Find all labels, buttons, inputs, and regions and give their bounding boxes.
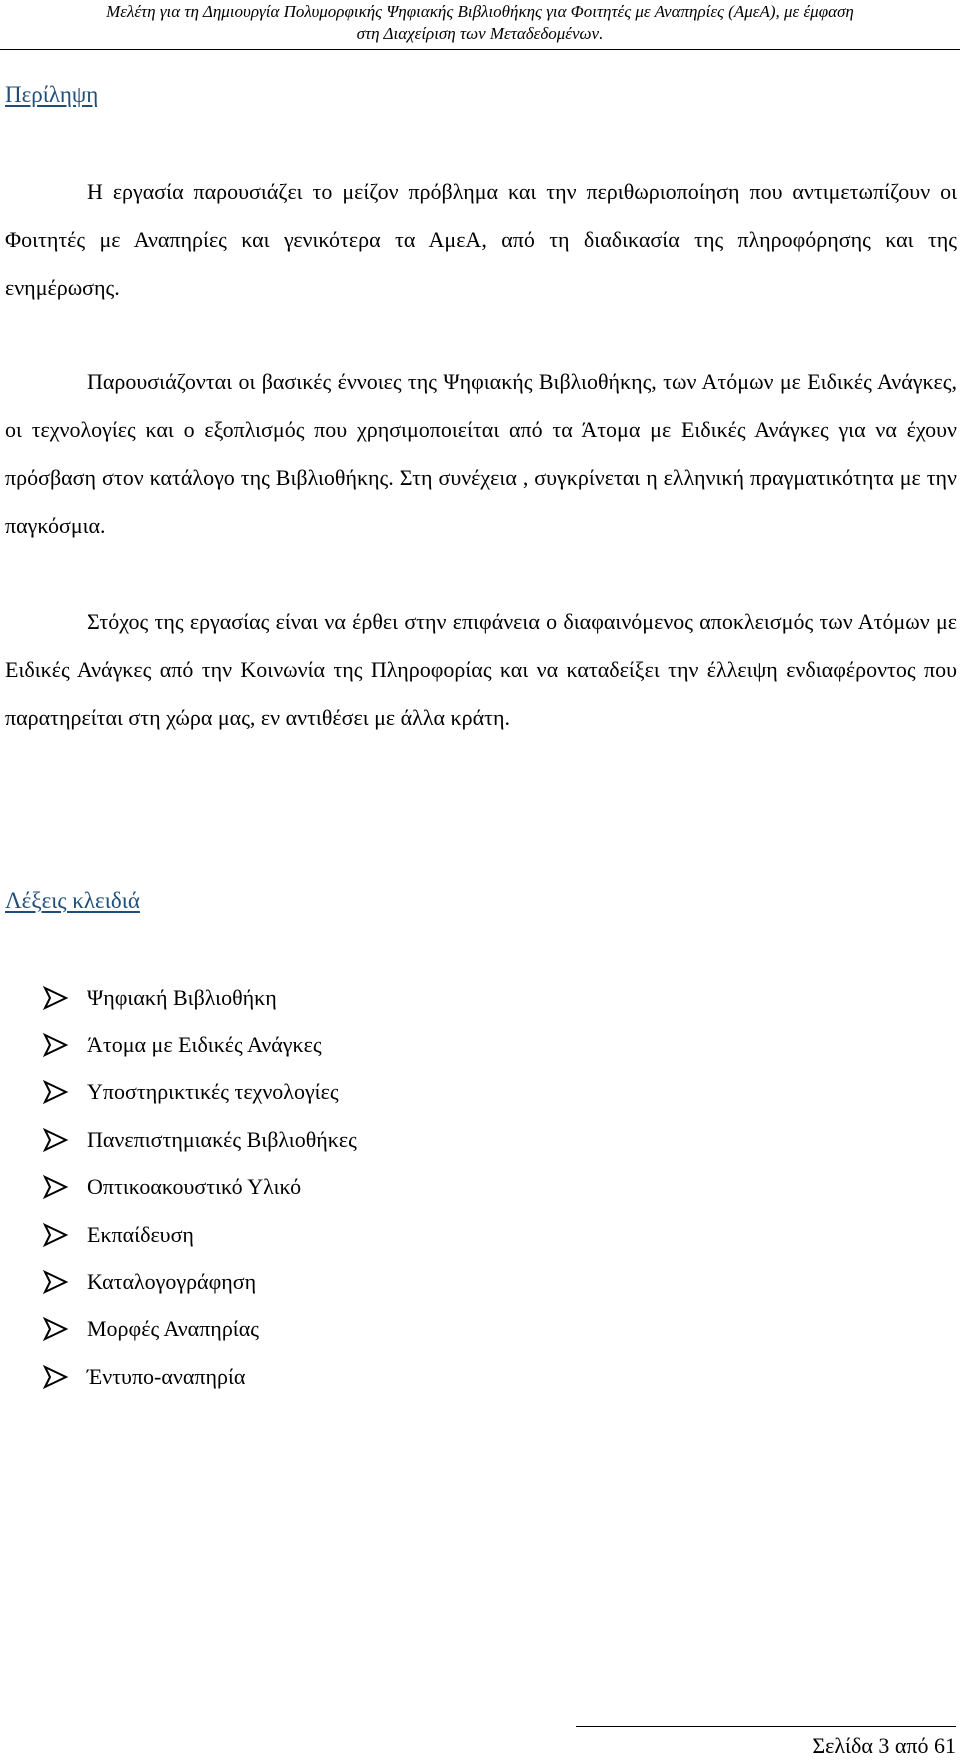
- header-line-2: στη Διαχείριση των Μεταδεδομένων.: [356, 24, 604, 43]
- arrowhead-bullet-icon: [40, 1220, 70, 1250]
- keyword-item: [0, 974, 357, 1021]
- keyword-item: [0, 1021, 357, 1068]
- arrowhead-bullet-icon: [40, 1172, 70, 1202]
- keyword-label: Έντυπο-αναπηρία: [87, 1363, 246, 1389]
- keyword-item: [0, 1258, 357, 1305]
- keyword-label: Μορφές Αναπηρίας: [87, 1316, 259, 1342]
- keyword-item: [0, 1069, 357, 1116]
- keyword-label: Ψηφιακή Βιβλιοθήκη: [87, 984, 277, 1010]
- header-line-1: Μελέτη για τη Δημιουργία Πολυμορφικής Ψηφιακής Βιβλιοθήκης για Φοιτητές με Αναπηρίες (ΑμεΑ), με έμφαση: [106, 2, 854, 21]
- arrowhead-bullet-icon: [40, 1267, 70, 1297]
- summary-paragraph-3: Στόχος της εργασίας είναι να έρθει στην επιφάνεια ο διαφαινόμενος αποκλεισμός των Ατόμων με Ειδικές Ανάγκες από την Κοινωνία της Πληροφορίας και να καταδείξει την έλλειψη ενδιαφέροντος που παρατηρείται στη χώρα μας, εν αντιθέσει με άλλα κράτη.: [5, 609, 957, 730]
- summary-paragraph-2: Παρουσιάζονται οι βασικές έννοιες της Ψηφιακής Βιβλιοθήκης, των Ατόμων με Ειδικές Ανάγκες, οι τεχνολογίες και ο εξοπλισμός που χρησιμοποιείται από τα Άτομα με Ειδικές Ανάγκες για να έχουν πρόσβαση στον κατάλογο της Βιβλιοθήκης. Στη συνέχεια , συγκρίνεται η ελληνική πραγματικότητα με την παγκόσμια.: [5, 369, 957, 538]
- keyword-item: [0, 1164, 357, 1211]
- keyword-item: [0, 1353, 357, 1400]
- keyword-list: [0, 974, 357, 1401]
- page-footer: [576, 1726, 956, 1761]
- keyword-label: Υποστηρικτικές τεχνολογίες: [87, 1079, 339, 1105]
- arrowhead-bullet-icon: [40, 1362, 70, 1392]
- keyword-label: Εκπαίδευση: [87, 1221, 194, 1247]
- running-header: [0, 0, 960, 50]
- keyword-label: Άτομα με Ειδικές Ανάγκες: [87, 1032, 322, 1058]
- keyword-label: Οπτικοακουστικό Υλικό: [87, 1174, 302, 1200]
- summary-heading[interactable]: Περίληψη: [5, 82, 99, 107]
- arrowhead-bullet-icon: [40, 1077, 70, 1107]
- keyword-label: Πανεπιστημιακές Βιβλιοθήκες: [87, 1126, 357, 1152]
- arrowhead-bullet-icon: [40, 1125, 70, 1155]
- arrowhead-bullet-icon: [40, 1314, 70, 1344]
- arrowhead-bullet-icon: [40, 983, 70, 1013]
- page-number: Σελίδα 3 από 61: [812, 1733, 956, 1758]
- keyword-item: [0, 1116, 357, 1163]
- keyword-label: Καταλογογράφηση: [87, 1269, 257, 1295]
- keyword-item: [0, 1306, 357, 1353]
- arrowhead-bullet-icon: [40, 1030, 70, 1060]
- keyword-item: [0, 1211, 357, 1258]
- keywords-heading[interactable]: Λέξεις κλειδιά: [5, 888, 140, 913]
- summary-paragraph-1: Η εργασία παρουσιάζει το μείζον πρόβλημα και την περιθωριοποίηση που αντιμετωπίζουν οι Φοιτητές με Αναπηρίες και γενικότερα τα ΑμεΑ, από τη διαδικασία της πληροφόρησης και της ενημέρωσης.: [5, 179, 957, 300]
